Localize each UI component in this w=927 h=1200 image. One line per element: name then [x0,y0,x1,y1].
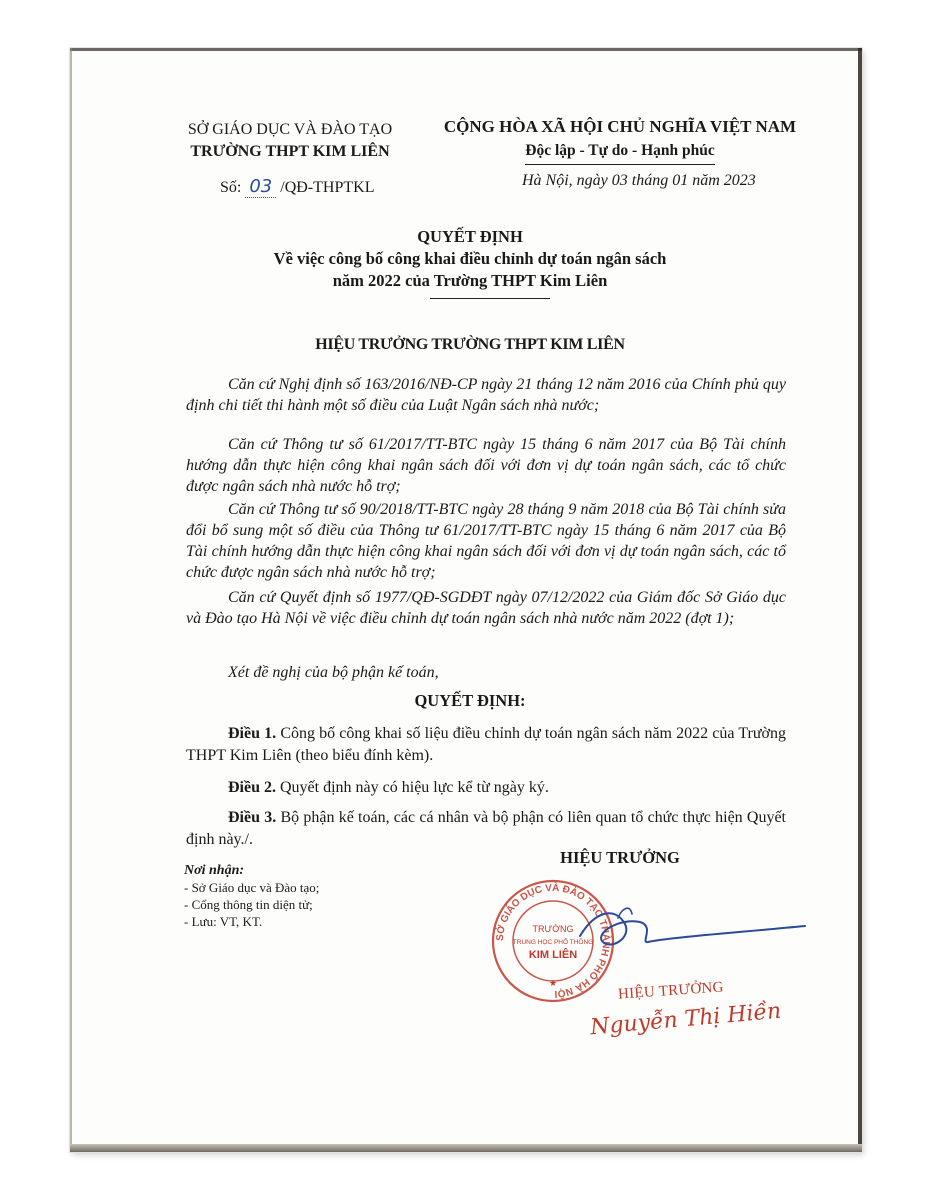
preamble-5: Xét đề nghị của bộ phận kế toán, [228,664,439,681]
preamble-4: Căn cứ Quyết định số 1977/QĐ-SGDĐT ngày 07/12/2022 của Giám đốc Sở Giáo dục và Đào tạo Hà Nội về việc điều chỉnh dự toán ngân sách nhà nước năm 2022 (đợt 1); [186,589,786,627]
issue-date: Hà Nội, ngày 03 tháng 01 năm 2023 [522,172,756,189]
article-3-label: Điều 3. [228,809,277,826]
number-suffix: /QĐ-THPTKL [280,179,375,196]
number-prefix: Số: [220,179,242,196]
document-number [220,176,374,197]
issuing-authority: HIỆU TRƯỞNG TRƯỜNG THPT KIM LIÊN [315,336,625,353]
scan-edge-top [70,48,862,51]
recipient-item: - Lưu: VT, KT. [184,914,263,929]
article-1-label: Điều 1. [228,725,277,742]
article-3 [186,807,786,851]
decision-subject-line1: Về việc công bố công khai điều chỉnh dự toán ngân sách [273,249,667,268]
issuer-block [170,119,410,163]
recipient-item: - Sở Giáo dục và Đào tạo; [184,880,320,895]
recipients-block [184,862,319,930]
signer-name: Nguyễn Thị Hiền [589,998,783,1041]
issuer-school: TRƯỜNG THPT KIM LIÊN [190,143,390,160]
decision-heading: QUYẾT ĐỊNH: [414,691,526,710]
preamble-1: Căn cứ Nghị định số 163/2016/NĐ-CP ngày 21 tháng 12 năm 2016 của Chính phủ quy định chi tiết thi hành một số điều của Luật Ngân sách nhà nước; [186,376,786,414]
scan-edge-right [858,48,862,1152]
stamp-line-2: TRUNG HỌC PHỔ THÔNG [512,939,594,946]
article-1-text: Công bố công khai số liệu điều chỉnh dự toán ngân sách năm 2022 của Trường THPT Kim Liên (theo biểu đính kèm). [186,725,787,764]
recipients-heading: Nơi nhận: [184,863,245,878]
scan-edge-left [70,48,72,1152]
article-2-text: Quyết định này có hiệu lực kể từ ngày ký. [280,779,549,796]
signer-title: HIỆU TRƯỞNG [560,848,680,867]
number-value: 03 [245,176,276,198]
article-3-text: Bộ phận kế toán, các cá nhân và bộ phận có liên quan tổ chức thực hiện Quyết định này./. [186,809,787,848]
article-2 [186,777,786,799]
stamp-signer-title: HIỆU TRƯỞNG [617,979,725,1003]
stamp-ring-text: SỞ GIÁO DỤC VÀ ĐÀO TẠO THÀNH PHỐ HÀ NỘI [494,882,612,999]
national-header [440,115,800,165]
recipient-item: - Cổng thông tin diện tử; [184,897,313,912]
preamble-2: Căn cứ Thông tư số 61/2017/TT-BTC ngày 15 tháng 6 năm 2017 của Bộ Tài chính hướng dẫn thực hiện công khai ngân sách đối với đơn vị dự toán ngân sách, các tổ chức được ngân sách nhà nước hỗ trợ; [186,436,786,495]
republic-title: CỘNG HÒA XÃ HỘI CHỦ NGHĨA VIỆT NAM [443,117,797,136]
stamp-line-1: TRƯỜNG [532,924,574,934]
decision-title: QUYẾT ĐỊNH [417,227,523,246]
decision-title-block [190,226,750,292]
article-2-label: Điều 2. [228,779,276,796]
national-motto: Độc lập - Tự do - Hạnh phúc [525,139,714,165]
title-divider [430,298,550,299]
handwritten-signature [570,896,810,966]
stamp-star-icon: ★ [548,979,558,989]
article-1 [186,723,786,767]
document-page [70,48,862,1152]
scan-edge-bottom [70,1144,862,1152]
issuer-department: SỞ GIÁO DỤC VÀ ĐÀO TẠO [187,121,393,138]
stamp-line-3: KIM LIÊN [528,949,578,961]
preamble-3: Căn cứ Thông tư số 90/2018/TT-BTC ngày 28 tháng 9 năm 2018 của Bộ Tài chính sửa đổi bổ sung một số điều của Thông tư 61/2017/TT-BTC ngày 15 tháng 6 năm 2017 của Bộ Tài chính hướng dẫn thực hiện công khai ngân sách đối với đơn vị dự toán ngân sách, các tổ chức được ngân sách nhà nước hỗ trợ; [186,501,786,581]
decision-subject-line2: năm 2022 của Trường THPT Kim Liên [332,271,608,290]
